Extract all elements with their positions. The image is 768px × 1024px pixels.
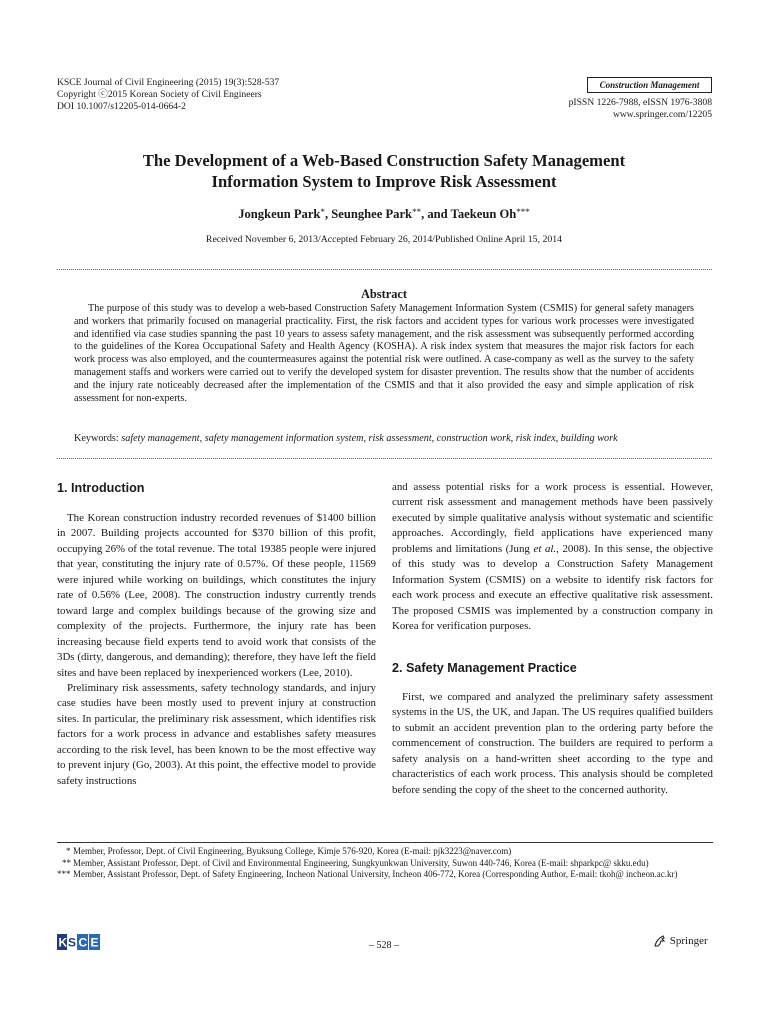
received-dates: Received November 6, 2013/Accepted February 26, 2014/Published Online April 15, 2014 <box>205 234 563 245</box>
title-line-2: Information System to Improve Risk Assessment <box>211 172 557 191</box>
author-2-mark: ** <box>412 207 422 217</box>
footnote-1 <box>62 846 714 858</box>
intro-heading: 1. Introduction <box>57 481 145 495</box>
footnote-2 <box>62 858 714 870</box>
left-column <box>57 511 376 789</box>
paper-title <box>60 150 708 192</box>
footnote-1-mark: * <box>66 846 71 856</box>
divider-bottom <box>57 458 712 459</box>
journal-header <box>57 77 387 113</box>
svg-text:S: S <box>68 935 77 950</box>
right-column <box>392 480 713 635</box>
section2-paragraph-1: First, we compared and analyzed the preliminary safety assessment systems in the US, the UK, and Japan. The US requires qualified builders to submit an accident prevention plan to the ordering party before the commencement of construction. The builders are required to perform a safety analysis on a hand-written sheet according to the type and characteristics of each work process. This analysis should be completed before sending the copy of the sheet to the concerned authority. <box>392 691 713 796</box>
footnote-3 <box>57 869 714 881</box>
footnote-1-text: Member, Professor, Dept. of Civil Engineering, Byuksung College, Kimje 576-920, Korea (E-mail: pjk3223@naver.com) <box>73 846 512 856</box>
journal-url[interactable]: www.springer.com/12205 <box>612 109 712 120</box>
springer-wordmark: Springer <box>669 935 708 947</box>
author-3: Taekeun Oh <box>450 207 517 221</box>
intro-paragraph-3 <box>392 480 713 635</box>
section2-body <box>392 690 713 798</box>
author-sep-2: , and <box>421 207 451 221</box>
author-1-mark: * <box>320 207 325 217</box>
keywords-list: safety management, safety management information system, risk assessment, construction work, risk index, building work <box>121 433 618 444</box>
author-3-mark: *** <box>516 207 530 217</box>
section-tag: Construction Management <box>587 77 712 93</box>
springer-horse-icon <box>653 934 667 948</box>
author-list <box>60 207 708 222</box>
footnote-3-text: Member, Assistant Professor, Dept. of Safety Engineering, Incheon National University, Incheon 406-772, Korea (Corresponding Author, E-mail: tkoh@ incheon.ac.kr) <box>73 869 678 880</box>
page-number: – 528 – <box>369 940 399 951</box>
svg-text:C: C <box>78 935 88 950</box>
footnote-2-mark: ** <box>62 857 71 868</box>
doi-line: DOI 10.1007/s12205-014-0664-2 <box>57 101 186 112</box>
intro-paragraph-2: Preliminary risk assessments, safety technology standards, and injury case studies have been mostly used to prevent injury at construction sites. In particular, the preliminary risk assessment, which identifies risk factors for a work process in advance and establishes safety measures according to the risk level, has been known to be the most effective way to prevent injury (Go, 2003). At this point, the effective model to provide safety instructions <box>57 681 376 787</box>
title-line-1: The Development of a Web-Based Construction Safety Management <box>142 151 626 170</box>
author-1: Jongkeun Park <box>238 207 321 221</box>
issn-block <box>480 97 712 121</box>
author-2: Seunghee Park <box>331 207 413 221</box>
issn-line: pISSN 1226-7988, eISSN 1976-3808 <box>568 97 712 108</box>
keywords-label: Keywords: <box>74 433 122 444</box>
copyright-line: Copyright ⓒ2015 Korean Society of Civil Engineers <box>57 89 262 100</box>
footnote-3-mark: *** <box>57 869 71 880</box>
footnote-rule <box>57 842 713 843</box>
journal-citation: KSCE Journal of Civil Engineering (2015) 19(3):528-537 <box>57 77 280 88</box>
intro-p3-text-b: , 2008). In this sense, the objective of this study was to develop a Construction Safety Management Information System (CSMIS) on a website to identify risk factors for each work process and execute an effective qualitative risk assessment. The proposed CSMIS was implemented by a construction company in Korea for verification purposes. <box>392 542 714 633</box>
footnotes <box>57 846 714 881</box>
footnote-2-text: Member, Assistant Professor, Dept. of Civil and Environmental Engineering, Sungkyunkwan University, Suwon 440-746, Korea (E-mail: shparkpc@ skku.edu) <box>73 857 649 868</box>
author-sep-1: , <box>324 207 332 221</box>
intro-p3-text-a: and assess potential risks for a work process is essential. However, current risk assessment and management methods have been passively executed by simple qualitative analysis without systematic and scientific approaches. Accordingly, field applications have experienced many problems and limitations (Jung <box>392 481 713 555</box>
section2-heading: 2. Safety Management Practice <box>392 661 577 675</box>
keywords <box>74 433 714 446</box>
abstract-heading: Abstract <box>360 287 408 301</box>
svg-text:K: K <box>58 935 68 950</box>
ksce-logo-icon <box>57 934 103 950</box>
intro-paragraph-1: The Korean construction industry recorded revenues of $1400 billion in 2007. Building projects accounted for $370 billion of this profit, occupying 26% of the total revenue. The total 19385 people were injured that year, constituting the injury rate of 0.57%. Of these people, 11569 were injured while working on buildings, which constitutes the injury rate of 0.56% (Lee, 2008). The construction industry currently trends toward large and complex buildings because of the growing size and complexity of the projects. Furthermore, the injury rate has been increasing because field experts tend to avoid work that consists of the 3Ds (dirty, dangerous, and demanding); therefore, they have left the field sites and have been replaced by inexperienced workers (Lee, 2010). <box>57 512 376 679</box>
divider-top <box>57 269 712 270</box>
abstract-body: The purpose of this study was to develop a web-based Construction Safety Management Information System (CSMIS) for general safety managers and workers that primarily focused on managerial practicality. First, the risk factors and accident types for various work processes were investigated and identified via case studies spanning the past 10 years to assess safety management, and the risk assessment was subsequently performed according to the guidelines of the Korea Occupational Safety and Health Agency (KOSHA). A risk index system that measures the major risk factors for each work process was also employed, and the countermeasures against the potential risk were outlined. A case-company as well as the survey to the safety management staffs and workers were carried out to verify the developed system for disaster prevention. The results show that the number of accidents and the injury rate noticeably decreased after the implementation of the CSMIS and that it also provided the easy and simple application of risk assessment for non-experts. <box>74 303 694 404</box>
springer-logo <box>653 934 715 950</box>
intro-p3-etal: et al. <box>533 542 557 555</box>
svg-text:E: E <box>90 935 99 950</box>
